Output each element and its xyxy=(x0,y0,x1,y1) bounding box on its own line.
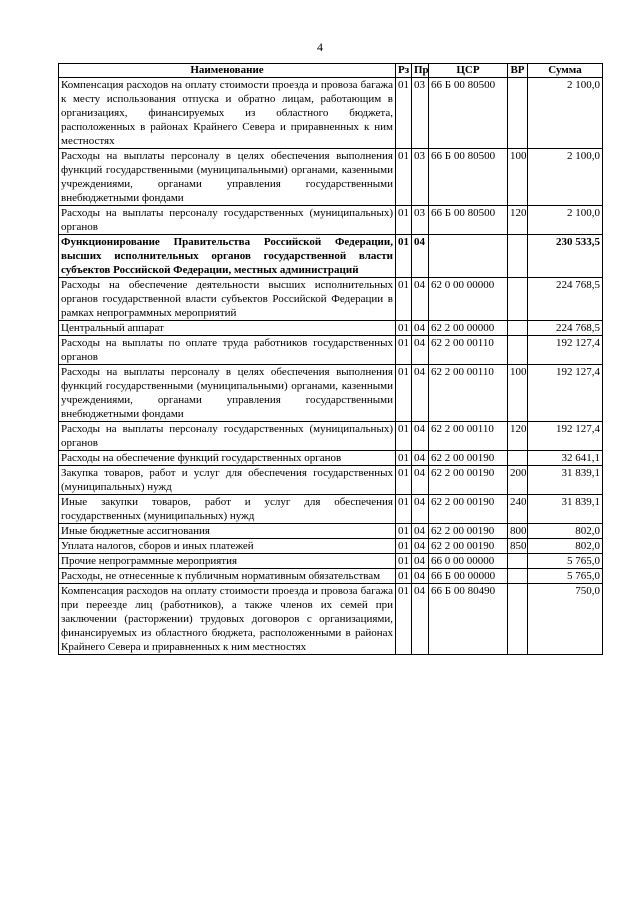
table-row xyxy=(59,365,603,422)
row-name-cell: Расходы на выплаты персоналу государственных (муниципальных) органов xyxy=(59,206,396,235)
row-csr-cell: 62 2 00 00110 xyxy=(429,336,508,365)
row-rz-cell: 01 xyxy=(396,206,412,235)
row-rz-cell: 01 xyxy=(396,569,412,584)
table-row xyxy=(59,321,603,336)
row-vr-cell: 200 xyxy=(508,466,528,495)
row-sum-cell: 192 127,4 xyxy=(528,365,603,422)
table-row xyxy=(59,524,603,539)
row-csr-cell: 62 2 00 00000 xyxy=(429,321,508,336)
row-rz-cell: 01 xyxy=(396,278,412,321)
row-pr-cell: 04 xyxy=(412,569,429,584)
row-rz-cell: 01 xyxy=(396,149,412,206)
row-name-cell: Расходы на выплаты персоналу в целях обеспечения выполнения функций государственными (муниципальными) органами, казенными учреждениями, органами управления государственными внебюджетными фондами xyxy=(59,149,396,206)
row-sum-cell: 31 839,1 xyxy=(528,466,603,495)
row-rz-cell: 01 xyxy=(396,495,412,524)
row-name-cell: Компенсация расходов на оплату стоимости проезда и провоза багажа при переезде лиц (работников), а также членов их семей при заключении (расторжении) трудовых договоров с организациями, финансируемых из областного бюджета, расположенными в районах Крайнего Севера и приравненных к ним местностях xyxy=(59,584,396,655)
row-csr-cell: 62 2 00 00110 xyxy=(429,422,508,451)
column-header-rz: Рз xyxy=(396,64,412,78)
row-name-cell: Иные закупки товаров, работ и услуг для обеспечения государственных (муниципальных) нужд xyxy=(59,495,396,524)
table-row xyxy=(59,451,603,466)
row-csr-cell: 62 2 00 00110 xyxy=(429,365,508,422)
row-csr-cell: 66 Б 00 80490 xyxy=(429,584,508,655)
row-name-cell: Расходы на выплаты персоналу государственных (муниципальных) органов xyxy=(59,422,396,451)
row-csr-cell: 62 2 00 00190 xyxy=(429,524,508,539)
row-csr-cell: 66 Б 00 80500 xyxy=(429,149,508,206)
row-rz-cell: 01 xyxy=(396,524,412,539)
row-sum-cell: 750,0 xyxy=(528,584,603,655)
column-header-pr: Пр xyxy=(412,64,429,78)
row-name-cell: Расходы, не отнесенные к публичным нормативным обязательствам xyxy=(59,569,396,584)
row-rz-cell: 01 xyxy=(396,235,412,278)
row-csr-cell: 62 0 00 00000 xyxy=(429,278,508,321)
row-vr-cell: 120 xyxy=(508,422,528,451)
column-header-sum: Сумма xyxy=(528,64,603,78)
row-pr-cell: 03 xyxy=(412,78,429,149)
row-rz-cell: 01 xyxy=(396,422,412,451)
row-name-cell: Расходы на обеспечение функций государственных органов xyxy=(59,451,396,466)
row-name-cell: Уплата налогов, сборов и иных платежей xyxy=(59,539,396,554)
column-header-vr: ВР xyxy=(508,64,528,78)
row-csr-cell: 66 0 00 00000 xyxy=(429,554,508,569)
column-header-name: Наименование xyxy=(59,64,396,78)
row-sum-cell: 192 127,4 xyxy=(528,336,603,365)
row-csr-cell xyxy=(429,235,508,278)
row-rz-cell: 01 xyxy=(396,539,412,554)
table-row xyxy=(59,235,603,278)
table-row xyxy=(59,539,603,554)
row-sum-cell: 230 533,5 xyxy=(528,235,603,278)
row-pr-cell: 04 xyxy=(412,365,429,422)
row-name-cell: Закупка товаров, работ и услуг для обеспечения государственных (муниципальных) нужд xyxy=(59,466,396,495)
table-row xyxy=(59,422,603,451)
row-name-cell: Расходы на выплаты по оплате труда работников государственных органов xyxy=(59,336,396,365)
row-sum-cell: 2 100,0 xyxy=(528,206,603,235)
row-csr-cell: 62 2 00 00190 xyxy=(429,466,508,495)
row-sum-cell: 2 100,0 xyxy=(528,78,603,149)
row-rz-cell: 01 xyxy=(396,336,412,365)
row-name-cell: Прочие непрограммные мероприятия xyxy=(59,554,396,569)
row-vr-cell xyxy=(508,554,528,569)
row-sum-cell: 2 100,0 xyxy=(528,149,603,206)
row-vr-cell: 240 xyxy=(508,495,528,524)
row-pr-cell: 04 xyxy=(412,466,429,495)
row-csr-cell: 66 Б 00 80500 xyxy=(429,206,508,235)
table-row xyxy=(59,78,603,149)
row-csr-cell: 62 2 00 00190 xyxy=(429,539,508,554)
row-rz-cell: 01 xyxy=(396,365,412,422)
table-row xyxy=(59,584,603,655)
row-vr-cell xyxy=(508,569,528,584)
row-pr-cell: 03 xyxy=(412,149,429,206)
row-name-cell: Расходы на обеспечение деятельности высших исполнительных органов государственной власти субъектов Российской Федерации в рамках непрограммных мероприятий xyxy=(59,278,396,321)
row-name-cell: Центральный аппарат xyxy=(59,321,396,336)
table-row xyxy=(59,554,603,569)
row-name-cell: Расходы на выплаты персоналу в целях обеспечения выполнения функций государственными (муниципальными) органами, казенными учреждениями, органами управления государственными внебюджетными фондами xyxy=(59,365,396,422)
row-vr-cell: 100 xyxy=(508,149,528,206)
row-rz-cell: 01 xyxy=(396,584,412,655)
row-sum-cell: 5 765,0 xyxy=(528,569,603,584)
table-body xyxy=(59,78,603,655)
row-vr-cell xyxy=(508,78,528,149)
row-rz-cell: 01 xyxy=(396,466,412,495)
table-row xyxy=(59,495,603,524)
row-vr-cell xyxy=(508,451,528,466)
row-name-cell: Компенсация расходов на оплату стоимости проезда и провоза багажа к месту использования отпуска и обратно лицам, работающим в организациях, финансируемых из областного бюджета, расположенных в районах Крайнего Севера и приравненных к ним местностях xyxy=(59,78,396,149)
page-number: 4 xyxy=(317,40,323,54)
row-pr-cell: 04 xyxy=(412,235,429,278)
row-csr-cell: 66 Б 00 00000 xyxy=(429,569,508,584)
table-row xyxy=(59,466,603,495)
row-pr-cell: 04 xyxy=(412,422,429,451)
row-vr-cell: 120 xyxy=(508,206,528,235)
table-row xyxy=(59,206,603,235)
row-csr-cell: 62 2 00 00190 xyxy=(429,495,508,524)
row-pr-cell: 04 xyxy=(412,336,429,365)
row-rz-cell: 01 xyxy=(396,554,412,569)
row-sum-cell: 224 768,5 xyxy=(528,321,603,336)
row-sum-cell: 224 768,5 xyxy=(528,278,603,321)
table-row xyxy=(59,336,603,365)
row-pr-cell: 04 xyxy=(412,451,429,466)
table-row xyxy=(59,149,603,206)
row-rz-cell: 01 xyxy=(396,321,412,336)
row-sum-cell: 802,0 xyxy=(528,524,603,539)
row-pr-cell: 04 xyxy=(412,278,429,321)
row-csr-cell: 66 Б 00 80500 xyxy=(429,78,508,149)
row-vr-cell xyxy=(508,321,528,336)
row-pr-cell: 03 xyxy=(412,206,429,235)
row-vr-cell: 100 xyxy=(508,365,528,422)
row-csr-cell: 62 2 00 00190 xyxy=(429,451,508,466)
table-row xyxy=(59,569,603,584)
row-pr-cell: 04 xyxy=(412,524,429,539)
budget-table xyxy=(58,63,603,655)
row-sum-cell: 5 765,0 xyxy=(528,554,603,569)
row-vr-cell xyxy=(508,278,528,321)
column-header-csr: ЦСР xyxy=(429,64,508,78)
row-sum-cell: 31 839,1 xyxy=(528,495,603,524)
row-vr-cell: 800 xyxy=(508,524,528,539)
row-pr-cell: 04 xyxy=(412,321,429,336)
row-vr-cell xyxy=(508,235,528,278)
row-pr-cell: 04 xyxy=(412,554,429,569)
row-name-cell: Иные бюджетные ассигнования xyxy=(59,524,396,539)
row-sum-cell: 32 641,1 xyxy=(528,451,603,466)
table-header-row xyxy=(59,64,603,78)
row-vr-cell: 850 xyxy=(508,539,528,554)
table-row xyxy=(59,278,603,321)
row-rz-cell: 01 xyxy=(396,451,412,466)
row-vr-cell xyxy=(508,336,528,365)
row-sum-cell: 802,0 xyxy=(528,539,603,554)
row-rz-cell: 01 xyxy=(396,78,412,149)
row-pr-cell: 04 xyxy=(412,539,429,554)
row-pr-cell: 04 xyxy=(412,495,429,524)
row-sum-cell: 192 127,4 xyxy=(528,422,603,451)
row-vr-cell xyxy=(508,584,528,655)
row-pr-cell: 04 xyxy=(412,584,429,655)
row-name-cell: Функционирование Правительства Российской Федерации, высших исполнительных органов государственной власти субъектов Российской Федерации, местных администраций xyxy=(59,235,396,278)
